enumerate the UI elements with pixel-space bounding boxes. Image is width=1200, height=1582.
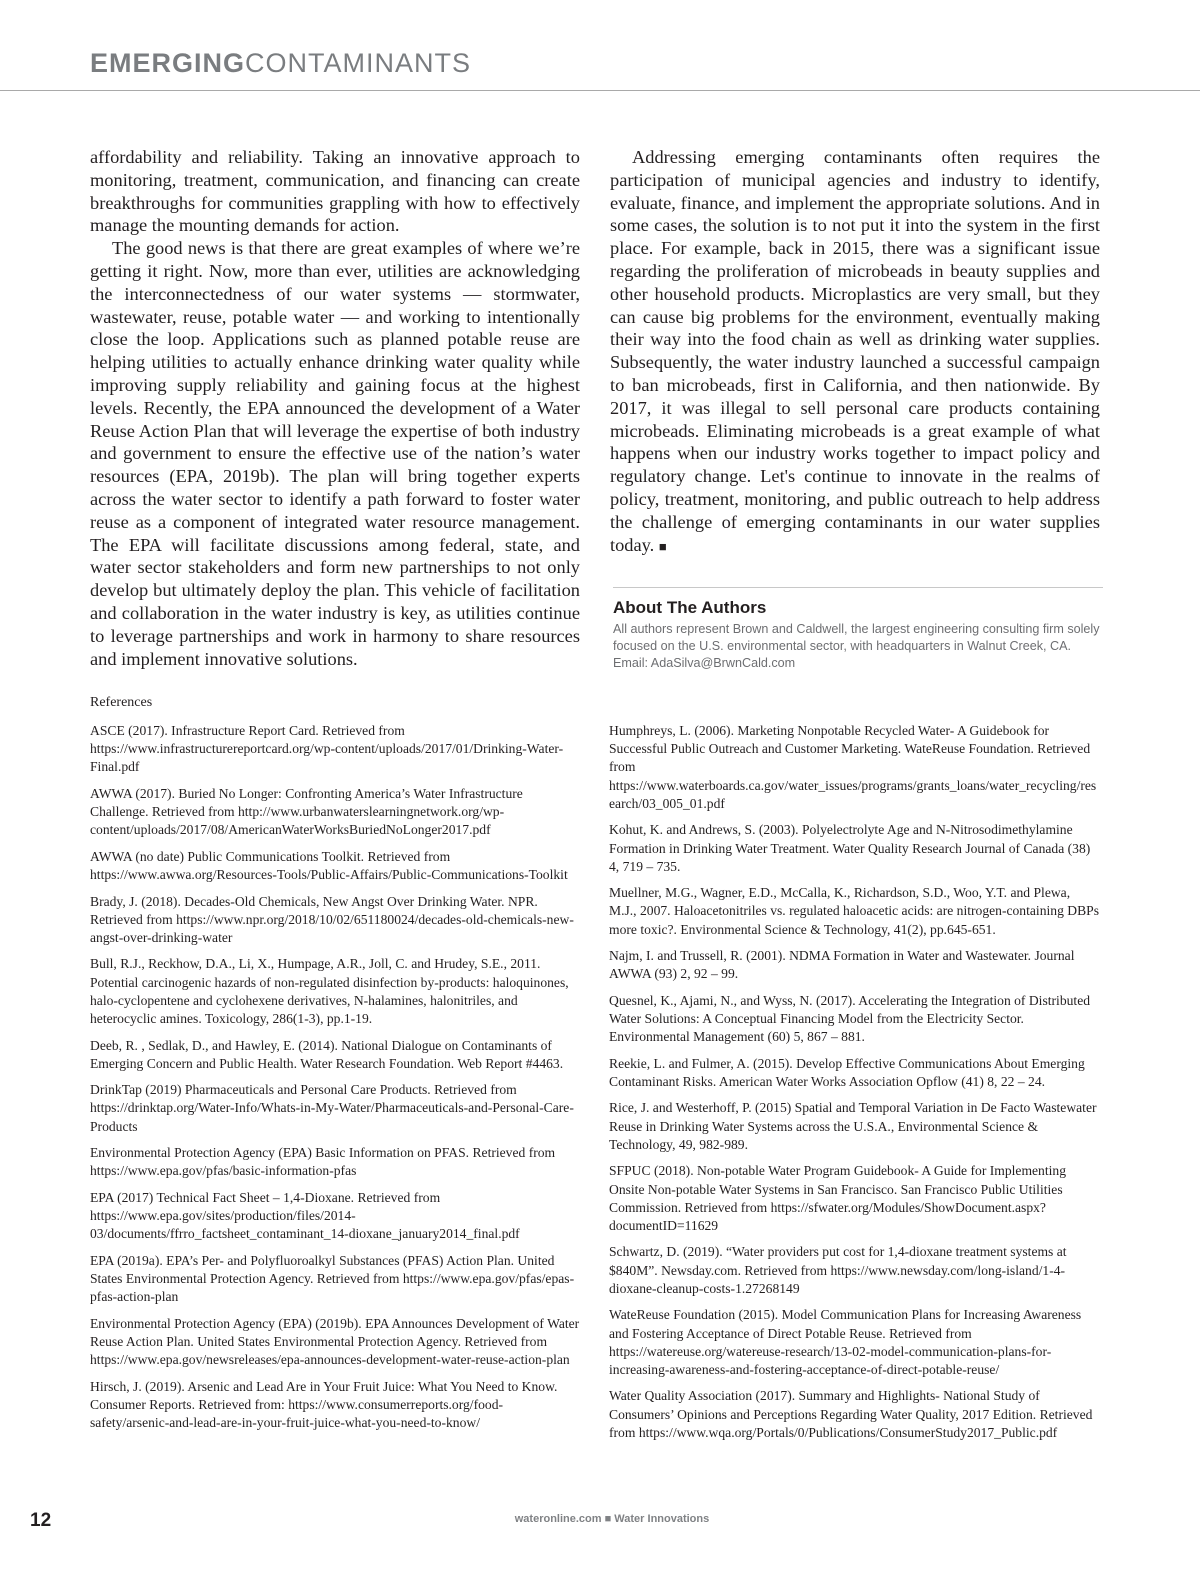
section-title-bold: EMERGING [90, 48, 246, 78]
reference-item: Environmental Protection Agency (EPA) (2019b). EPA Announces Development of Water Reuse Action Plan. United States Environmental Protection Agency. Retrieved from https://www.epa.gov/newsreleases/epa-announces-development-water-reuse-action-plan [90, 1315, 580, 1368]
reference-item: Quesnel, K., Ajami, N., and Wyss, N. (2017). Accelerating the Integration of Distributed Water Solutions: A Conceptual Financing Model from the Electricity Sector. Environmental Management (60) 5, 867 – 881. [609, 992, 1091, 1045]
reference-item: Bull, R.J., Reckhow, D.A., Li, X., Humpage, A.R., Joll, C. and Hrudey, S.E., 2011. Potential carcinogenic hazards of non-regulated disinfection by-products: haloquinones, halo-cyclopentene and cyclohexene derivatives, N-halamines, halonitriles, and heterocyclic amines. Toxicology, 286(1-3), pp.1-19. [90, 956, 569, 1027]
page-number: 12 [30, 1510, 52, 1531]
reference-item: WateReuse Foundation (2015). Model Communication Plans for Increasing Awareness and Fostering Acceptance of Direct Potable Reuse. Retrieved from https://watereuse.org/watereuse-research/13-02-model-communication-plans-for-increasing-awareness-and-fostering-acceptance-of-direct-potable-reuse/ [609, 1307, 1082, 1377]
reference-item: AWWA (no date) Public Communications Toolkit. Retrieved from https://www.awwa.org/Resources-Tools/Public-Affairs/Public-Communications-Toolkit [90, 848, 568, 883]
reference-item: Brady, J. (2018). Decades-Old Chemicals, New Angst Over Drinking Water. NPR. Retrieved from https://www.npr.org/2018/10/02/651180024/decades-old-chemicals-new-angst-over-drinking-water [90, 893, 574, 945]
reference-item: Muellner, M.G., Wagner, E.D., McCalla, K., Richardson, S.D., Woo, Y.T. and Plewa, M.J., 2007. Haloacetonitriles vs. regulated haloacetic acids: are nitrogen-containing DBPs more toxic?. Environmental Science & Technology, 41(2), pp.645-651. [609, 885, 1099, 937]
end-mark-icon: ■ [658, 538, 667, 554]
reference-item: Schwartz, D. (2019). “Water providers put cost for 1,4-dioxane treatment systems at $840M”. Newsday.com. Retrieved from https://www.newsday.com/long-island/1-4-dioxane-cleanup-costs-1.27268149 [609, 1244, 1067, 1296]
reference-item: EPA (2019a). EPA’s Per- and Polyfluoroalkyl Substances (PFAS) Action Plan. United States Environmental Protection Agency. Retrieved from https://www.epa.gov/pfas/epas-pfas-action-plan [90, 1252, 575, 1305]
reference-item: EPA (2017) Technical Fact Sheet – 1,4-Dioxane. Retrieved from https://www.epa.gov/sites/production/files/2014-03/documents/ffrro_factsheet_contaminant_14-dioxane_january2014_final.pdf [90, 1189, 520, 1242]
paragraph-text: Addressing emerging contaminants often requires the participation of municipal agencies and industry to identify, evaluate, finance, and implement the appropriate solutions. And in some cases, the solution is to not put it into the system in the first place. For example, back in 2015, there was a significant issue regarding the proliferation of microbeads in beauty supplies and other household products. Microplastics are very small, but they can cause big problems for the environment, eventually making their way into the food chain as well as drinking water supplies. Subsequently, the water industry launched a successful campaign to ban microbeads, first in California, and then nationwide. By 2017, it was illegal to sell personal care products containing microbeads. Eliminating microbeads is a great example of what happens when our industry works together to impact policy and regulatory change. Let's continue to innovate in the realms of policy, treatment, monitoring, and public outreach to help address the challenge of emerging contaminants in our water supplies today. [610, 147, 1100, 555]
references-heading: References [90, 695, 153, 710]
references-column-left [90, 722, 582, 1440]
reference-item: Hirsch, J. (2019). Arsenic and Lead Are in Your Fruit Juice: What You Need to Know. Consumer Reports. Retrieved from: https://www.consumerreports.org/food-safety/arsenic-and-lead-are-in-your-fruit-juice-what-you-need-to-know/ [90, 1378, 558, 1430]
reference-item: DrinkTap (2019) Pharmaceuticals and Personal Care Products. Retrieved from https://drinktap.org/Water-Info/Whats-in-My-Water/Pharmaceuticals-and-Personal-Care-Products [90, 1082, 574, 1134]
article-column-right [610, 146, 1100, 558]
article-column-left [90, 146, 580, 670]
paragraph: affordability and reliability. Taking an innovative approach to monitoring, treatment, communication, and financing can create breakthroughs for communities grappling with how to effectively manage the mounting demands for action. [90, 147, 580, 236]
references-column-right [609, 722, 1101, 1450]
page-header [0, 0, 1200, 91]
about-authors-title: About The Authors [613, 598, 767, 617]
about-authors-box [613, 587, 1103, 672]
reference-item: Najm, I. and Trussell, R. (2001). NDMA Formation in Water and Wastewater. Journal AWWA (93) 2, 92 – 99. [609, 948, 1075, 982]
paragraph [610, 146, 1100, 558]
reference-item: Deeb, R. , Sedlak, D., and Hawley, E. (2014). National Dialogue on Contaminants of Emerging Concern and Public Health. Water Research Foundation. Web Report #4463. [90, 1037, 564, 1071]
reference-item: ASCE (2017). Infrastructure Report Card. Retrieved from https://www.infrastructurereportcard.org/wp-content/uploads/2017/01/Drinking-Water-Final.pdf [90, 723, 564, 775]
reference-item: Humphreys, L. (2006). Marketing Nonpotable Recycled Water- A Guidebook for Successful Public Outreach and Customer Marketing. WateReuse Foundation. Retrieved from https://www.waterboards.ca.gov/water_issues/programs/grants_loans/water_recycling/research/03_005_01.pdf [609, 723, 1097, 811]
section-title [90, 48, 471, 79]
section-title-light: CONTAMINANTS [245, 48, 472, 78]
reference-item: Kohut, K. and Andrews, S. (2003). Polyelectrolyte Age and N-Nitrosodimethylamine Formation in Drinking Water Treatment. Water Quality Research Journal of Canada (38) 4, 719 – 735. [609, 822, 1091, 874]
reference-item: Rice, J. and Westerhoff, P. (2015) Spatial and Temporal Variation in De Facto Wastewater Reuse in Drinking Water Systems across the U.S.A., Environmental Science & Technology, 49, 982-989. [609, 1100, 1097, 1152]
about-authors-text: All authors represent Brown and Caldwell, the largest engineering consulting firm solely focused on the U.S. environmental sector, with headquarters in Walnut Creek, CA. Email: AdaSilva@BrwnCald.com [613, 622, 1100, 670]
reference-item: Water Quality Association (2017). Summary and Highlights- National Study of Consumers’ Opinions and Perceptions Regarding Water Quality, 2017 Edition. Retrieved from https://www.wqa.org/Portals/0/Publications/ConsumerStudy2017_Public.pdf [609, 1388, 1093, 1440]
paragraph: The good news is that there are great examples of where we’re getting it right. Now, more than ever, utilities are acknowledging the interconnectedness of our water systems — stormwater, wastewater, reuse, potable water — and working to intentionally close the loop. Applications such as planned potable reuse are helping utilities to actually enhance drinking water quality while improving supply reliability and gaining focus at the highest levels. Recently, the EPA announced the development of a Water Reuse Action Plan that will leverage the expertise of both industry and government to ensure the effective use of the nation’s water resources (EPA, 2019b). The plan will bring together experts across the water sector to identify a path forward to foster water reuse as a component of integrated water resource management. The EPA will facilitate discussions among federal, state, and water sector stakeholders and form new partnerships to not only develop but ultimately deploy the plan. This vehicle of facilitation and collaboration in the water industry is key, as utilities continue to leverage partnerships and work in harmony to share resources and implement innovative solutions. [90, 238, 580, 669]
reference-item: SFPUC (2018). Non-potable Water Program Guidebook- A Guide for Implementing Onsite Non-potable Water Systems in San Francisco. San Francisco Public Utilities Commission. Retrieved from https://sfwater.org/Modules/ShowDocument.aspx?documentID=11629 [609, 1163, 1067, 1233]
reference-item: Reekie, L. and Fulmer, A. (2015). Develop Effective Communications About Emerging Contaminant Risks. American Water Works Association Opflow (41) 8, 22 – 24. [609, 1055, 1085, 1089]
reference-item: Environmental Protection Agency (EPA) Basic Information on PFAS. Retrieved from https://www.epa.gov/pfas/basic-information-pfas [90, 1145, 556, 1179]
footer-site: wateronline.com ■ Water Innovations [514, 1513, 710, 1525]
reference-item: AWWA (2017). Buried No Longer: Confronting America’s Water Infrastructure Challenge. Retrieved from http://www.urbanwaterslearningnetwork.org/wp-content/uploads/2017/08/AmericanWaterWorksBuriedNoLonger2017.pdf [90, 785, 523, 838]
